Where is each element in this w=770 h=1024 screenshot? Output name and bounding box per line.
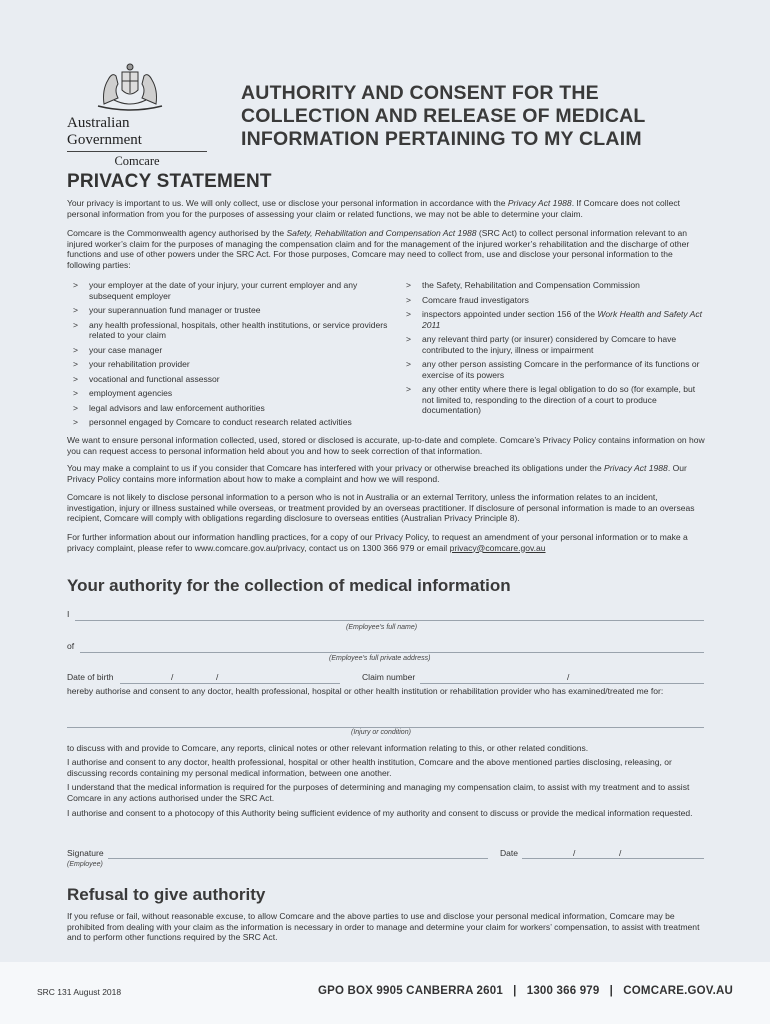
list-item: > any relevant third party (or insurer) considered by Comcare to have contributed to the injury, illness or impairment [406, 334, 677, 355]
privacy-heading: PRIVACY STATEMENT [67, 171, 272, 192]
caption-employee-name: (Employee’s full name) [346, 624, 418, 631]
label-date: Date [500, 848, 519, 858]
list-item: > your rehabilitation provider [73, 359, 190, 369]
list-item: > legal advisors and law enforcement authorities [73, 402, 265, 413]
privacy-email-link[interactable]: privacy@comcare.gov.au [449, 542, 546, 553]
contact-details: GPO BOX 9905 CANBERRA 2601 | 1300 366 979 | COMCARE.GOV.AU [317, 985, 733, 997]
government-branding [67, 115, 207, 169]
title-line: AUTHORITY AND CONSENT FOR THE [241, 82, 599, 104]
authority-statement-2: I authorise and consent to any doctor, health professional, hospital or other health institution, Comcare and the above mentioned parties disclosing, releasing, or discussing records containing my personal medical information, between one another. [67, 757, 672, 778]
label-signature: Signature [67, 848, 104, 858]
caption-employee: (Employee) [67, 861, 103, 868]
date-separator: / [171, 672, 174, 682]
privacy-paragraph-6: For further information about our information handling practices, for a copy of our Privacy Policy, to request an amendment of your personal information or to make a privacy complaint, please refer to www.comcare.gov.au/privacy, contact us on 1300 366 979 or email privacy@comcare.gov.au [67, 532, 688, 553]
authority-statement-1: to discuss with and provide to Comcare, any reports, clinical notes or other relevant information relating to this, or other related conditions. [67, 743, 589, 753]
privacy-paragraph-1: Your privacy is important to us. We will only collect, use or disclose your personal information in accordance with the Privacy Act 1988. If Comcare does not collect personal information from you for the purposes of assessing your claim or related functions, we may not be able to determine your claim. [67, 198, 680, 219]
authority-statement-3: I understand that the medical information is required for the purposes of determining and managing my compensation claim, to assist with my treatment and to assist Comcare in any actions authorised under the SRC Act. [67, 782, 690, 803]
title-line: INFORMATION PERTAINING TO MY CLAIM [241, 128, 642, 150]
date-separator: / [573, 848, 576, 858]
date-separator: / [216, 672, 219, 682]
label-date-of-birth: Date of birth [67, 672, 114, 682]
date-of-birth-field[interactable] [120, 683, 340, 684]
authority-heading: Your authority for the collection of medical information [67, 576, 511, 595]
list-item: > vocational and functional assessor [73, 373, 220, 384]
employee-name-field[interactable] [75, 620, 704, 621]
coat-of-arms-icon [94, 60, 166, 116]
label-claim-number: Claim number [362, 672, 416, 682]
parties-list-left [73, 280, 388, 432]
list-item: > Comcare fraud investigators [406, 294, 529, 305]
form-code: SRC 131 August 2018 [37, 987, 122, 997]
label-i: I [67, 609, 70, 619]
list-item: > your employer at the date of your injury, your current employer and any subsequent employer [73, 280, 358, 301]
caption-injury-condition: (Injury or condition) [351, 729, 411, 736]
authority-statement-4: I authorise and consent to a photocopy of this Authority being sufficient evidence of my authority and consent to discuss or provide the medical information requested. [67, 808, 693, 818]
list-item: > inspectors appointed under section 156 of the Work Health and Safety Act 2011 [406, 309, 703, 330]
claim-number-field[interactable] [420, 683, 704, 684]
parties-list-right [406, 280, 706, 420]
list-item: > your superannuation fund manager or trustee [73, 305, 261, 315]
privacy-paragraph-4: You may make a complaint to us if you consider that Comcare has interfered with your privacy or otherwise breached its obligations under the Privacy Act 1988. Our Privacy Policy contains more information about how to make a complaint and how we will respond. [67, 463, 687, 484]
divider [67, 151, 207, 152]
claim-separator: / [567, 672, 570, 682]
signature-date-field[interactable] [522, 858, 704, 859]
refusal-heading: Refusal to give authority [67, 885, 266, 904]
date-separator: / [619, 848, 622, 858]
list-item: > employment agencies [73, 388, 173, 398]
hereby-statement: hereby authorise and consent to any doctor, health professional, hospital or other health institution or rehabilitation provider who has examined/treated me for: [67, 686, 664, 696]
list-item: > your case manager [73, 344, 163, 355]
form-title [241, 82, 661, 151]
privacy-paragraph-5: Comcare is not likely to disclose personal information to a person who is not in Australia or an external Territory, unless the information relates to an incident, investigation, injury or illness sustained while overseas, or treatment provided by an overseas practitioner. If disclosure of personal information is made to an overseas recipient, Comcare will comply with obligations regarding disclosure to overseas entities (Australian Privacy Principle 8). [67, 492, 695, 524]
list-item: > any health professional, hospitals, other health institutions, or service providers related to your claim [73, 319, 388, 340]
refusal-text: If you refuse or fail, without reasonable excuse, to allow Comcare and the above parties to use and disclose your personal medical information, Comcare may be prohibited from dealing with your claim as the information is necessary in order to manage and determine your claim for workers’ compensation, to assist with treatment and to perform other functions required by the SRC Act. [67, 911, 700, 943]
privacy-paragraph-3: We want to ensure personal information collected, used, stored or disclosed is accurate, up-to-date and complete. Comcare’s Privacy Policy contains information on how you can request access to personal information held about you and how to seek correction of that information. [67, 435, 705, 456]
signature-field[interactable] [108, 858, 488, 859]
caption-employee-address: (Employee’s full private address) [329, 655, 431, 662]
list-item: > the Safety, Rehabilitation and Compensation Commission [406, 280, 640, 290]
list-item: > any other person assisting Comcare in the performance of its functions or exercise of its powers [406, 359, 700, 380]
list-item: > any other entity where there is legal obligation to do so (for example, but not limited to, responding to the direction of a court to produce documentation) [406, 384, 696, 415]
label-of: of [67, 641, 75, 651]
privacy-paragraph-2: Comcare is the Commonwealth agency authorised by the Safety, Rehabilitation and Compensation Act 1988 (SRC Act) to collect personal information relevant to an injured worker’s claim for the purposes of managing the compensation claim and for the management of the injured worker’s rehabilitation and the discharge of other functions and use of other powers under the SRC Act. For those purposes, Comcare may need to collect from, use and disclose your personal information to the following parties: [67, 228, 690, 270]
injury-condition-field[interactable] [67, 727, 704, 728]
employee-address-field[interactable] [80, 652, 704, 653]
list-item: > personnel engaged by Comcare to conduct research related activities [73, 417, 352, 427]
government-name: Australian Government [67, 115, 142, 148]
agency-name: Comcare [114, 154, 160, 168]
title-line: COLLECTION AND RELEASE OF MEDICAL [241, 105, 646, 127]
